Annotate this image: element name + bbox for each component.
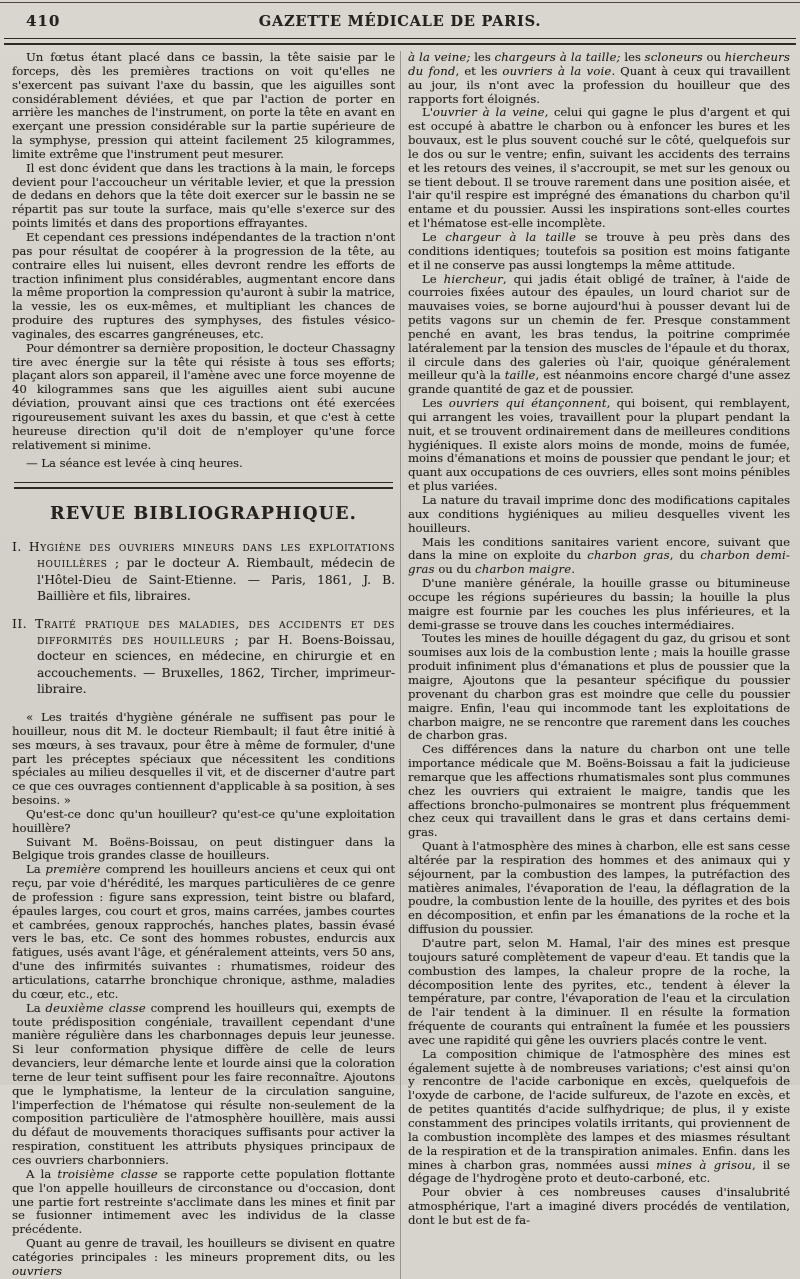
left-column [12, 51, 400, 1279]
left-bottom-paragraphs [12, 711, 395, 1279]
session-closing-note: — La séance est levée à cinq heures. [26, 456, 243, 471]
paragraph: Mais les conditions sanitaires varient encore, suivant que dans la mine on exploite du charbon gras, du charbon demi-gras ou du charbon maigre. [408, 534, 790, 577]
paragraph: Suivant M. Boëns-Boissau, on peut distinguer dans la Belgique trois grandes classe de houilleurs. [12, 834, 395, 863]
bibliography-item-2 [12, 616, 395, 697]
bib-details: par le docteur A. Riembault, médecin de l'Hôtel-Dieu de Saint-Etienne. — Paris, 1861, J. B. Baillière et fils, libraires. [37, 556, 395, 603]
page-header [0, 0, 800, 36]
section-title: REVUE BIBLIOGRAPHIQUE. [50, 504, 357, 525]
right-paragraphs [408, 51, 790, 1228]
paragraph: Pour démontrer sa dernière proposition, le docteur Chassagny tire avec énergie sur la tête qui résiste à tous ses efforts; plaçant alors son appareil, il l'amène avec une force moyenne de 40 kilogrammes sans que les aiguilles aient subi aucune déviation, prouvant ainsi que ces tractions ont été exercées rigoureusement suivant les axes du bassin, et que c'est à cette heureuse direction qu'il doit de n'employer qu'une force relativement si minime. [12, 340, 395, 452]
left-top-paragraphs [12, 51, 395, 452]
paragraph: Quant au genre de travail, les houilleurs se divisent en quatre catégories principales : les mineurs proprement dits, ou les ouvriers [12, 1236, 395, 1278]
paragraph: D'une manière générale, la houille grasse ou bitumineuse occupe les régions supérieures du bassin; la houille la plus maigre est fournie par les couches les plus inférieures, et la demi-grasse se trouve dans les couches intermédiaires. [408, 576, 790, 632]
section-separator-rule [14, 482, 393, 489]
bib-numeral: I. [12, 540, 22, 555]
bib-details: par H. Boens-Boissau, docteur en sciences, en médecine, en chirurgie et en accouchements. — Bruxelles, 1862, Tircher, imprimeur-libraire. [37, 633, 395, 696]
paragraph: Et cependant ces pressions indépendantes de la traction n'ont pas pour résultat de coopérer à la progression de la tête, au contraire elles lui nuisent, elles devront rendre les efforts de traction infiniment plus considérables, augmentant encore dans la même proportion la compression qu'auront à subir la matrice, la vessie, les os eux-mêmes, et multipliant les chances de produire des ruptures des symphyses, des fistules vésico-vaginales, des escarres gangréneuses, etc. [12, 229, 395, 341]
paragraph: Les ouvriers qui étançonnent, qui boisent, qui remblayent, qui arrangent les voies, travaillent pour la plupart pendant la nuit, et se trouvent ordinairement dans de meilleures conditions hygiéniques. Il existe alors moins de monde, moins de fumée, moins d'émanations et moins de poussier que pendant le jour; et quant aux occupations de ces ouvriers, elles sont moins pénibles et plus variées. [408, 396, 791, 494]
paragraph: La nature du travail imprime donc des modifications capitales aux conditions hygiéniques au milieu desquelles vivent les houilleurs. [408, 493, 790, 535]
journal-title: GAZETTE MÉDICALE DE PARIS. [258, 13, 542, 30]
paragraph: La deuxième classe comprend les houilleurs qui, exempts de toute prédisposition congéniale, travaillent cependant d'une manière régulière dans les charbonnages depuis leur jeunesse. Si leur conformation physique diffère de celle de leurs devanciers, leur démarche lente et lourde ainsi que la coloration terne de leur teint suffisent pour les faire reconnaître. Ajoutons que le lymphatisme, la lenteur de la circulation sanguine, l'imperfection de l'hématose qui résulte non-seulement de la composition particulière de l'atmosphère houillère, mais aussi du défaut de mouvements thoraciques suffisants pour activer la respiration, constituent les attributs physiques principaux de ces ouvriers charbonniers. [12, 1000, 395, 1167]
bib-title: Hygiène des ouvriers mineurs dans les exploitations houillères ; [28, 540, 395, 571]
paragraph: La première comprend les houilleurs anciens et ceux qui ont reçu, par voie d'hérédité, les marques particulières de ce genre de profession : figure sans expression, teint bistre ou blafard, épaules larges, cou court et gros, mains carrées, jambes courtes et cambrées, genoux rapprochés, hanches plates, bassin évasé vers le bas, etc. Ce sont des hommes robustes, endurcis aux fatigues, usés avant l'âge, et généralement atteints, vers 50 ans, d'une des infirmités suivantes : rhumatismes, roideur des articulations, catarrhe bronchique chronique, asthme, maladies du cœur, etc., etc. [12, 862, 395, 1001]
bibliography-item-1 [12, 539, 395, 604]
header-rule [4, 38, 796, 45]
bib-numeral: II. [12, 616, 28, 631]
paragraph: Un fœtus étant placé dans ce bassin, la tête saisie par le forceps, dès les premières tractions on voit qu'elles ne s'exercent pas suivant l'axe du bassin, que les aiguilles sont considérablement déviées, et que par l'action de porter en arrière les manches de l'instrument, on porte la tête en avant en exerçant une pression considérable sur la partie supérieure de la symphyse, pression qui atteint facilement 25 kilogrammes, limite extrême que l'instrument peut mesurer. [12, 50, 395, 161]
paragraph: Le chargeur à la taille se trouve à peu près dans des conditions identiques; toutefois sa position est moins fatigante et il ne conserve pas aussi longtemps la même attitude. [408, 229, 790, 272]
paragraph: Pour obvier à ces nombreuses causes d'insalubrité atmosphérique, l'art a imaginé divers procédés de ventilation, dont le but est de fa- [408, 1185, 790, 1227]
paragraph: L'ouvrier à la veine, celui qui gagne le plus d'argent et qui est occupé à abattre le charbon ou à enfoncer les bures et les bouvaux, est le plus souvent couché sur le côté, quelquefois sur le dos ou sur le ventre; enfin, suivant les accidents des terrains et les retours des veines, il s'accroupit, se met sur les genoux ou se tient debout. Il se trouve rarement dans une position aisée, et l'air qu'il respire est imprégné des émanations du charbon qu'il entame et du poussier. Aussi les inspirations sont-elles courtes et l'hématose est-elle incomplète. [408, 105, 790, 231]
paragraph: D'autre part, selon M. Hamal, l'air des mines est presque toujours saturé complètement de vapeur d'eau. Et tandis que la combustion des lampes, la chaleur propre de la roche, la décomposition lente des pyrites, etc., tendent à élever la température, par contre, l'évaporation de l'eau et la circulation de l'air tendent à la diminuer. Il en résulte la formation fréquente de courants qui entraînent la fumée et les poussiers avec une rapidité qui gêne les ouvriers placés contre le vent. [408, 936, 790, 1047]
paragraph: Ces différences dans la nature du charbon ont une telle importance médicale que M. Boëns-Boissau a fait la judicieuse remarque que les affections rhumatismales sont plus communes chez les ouvriers qui extraient le maigre, tandis que les affections broncho-pulmonaires se montrent plus fréquemment chez ceux qui travaillent dans le gras et dans certains demi-gras. [408, 742, 790, 840]
page-number: 410 [26, 12, 61, 30]
right-column [400, 51, 790, 1279]
paragraph: « Les traités d'hygiène générale ne suffisent pas pour le houilleur, nous dit M. le docteur Riembault; il faut être initié à ses mœurs, à ses travaux, pour être à même de formuler, d'une part les préceptes spéciaux que nécessitent les conditions spéciales au milieu desquelles il vit, et de discerner d'autre part ce que ces ouvrages contiennent d'applicable à sa position, à ses besoins. » [12, 709, 395, 808]
paragraph: A la troisième classe se rapporte cette population flottante que l'on appelle houilleurs de circonstance ou d'occasion, dont une partie fort restreinte s'acclimate dans les mines et finit par se fusionner intimement avec les individus de la classe précédente. [12, 1166, 396, 1237]
paragraph: Qu'est-ce donc qu'un houilleur? qu'est-ce qu'une exploitation houillère? [12, 806, 395, 835]
paragraph: à la veine; les chargeurs à la taille; les scloneurs ou hiercheurs du fond, et les ouvriers à la voie. Quant à ceux qui travaillent au jour, ils n'ont avec la profession du houilleur que des rapports fort éloignés. [408, 50, 790, 106]
paragraph: Il est donc évident que dans les tractions à la main, le forceps devient pour l'accoucheur un véritable levier, et que la pression de dedans en dehors que la tête doit exercer sur le bassin ne se répartit pas sur toute la surface, mais qu'elle s'exerce sur des points limités et dans des proportions effrayantes. [12, 160, 395, 231]
paragraph: La composition chimique de l'atmosphère des mines est également sujette à de nombreuses variations; c'est ainsi qu'on y rencontre de l'acide carbonique en excès, quelquefois de l'oxyde de carbone, de l'acide sulfureux, de l'azote en excès, et de petites quantités d'acide sulfhydrique; de plus, il y existe constamment des principes volatils irritants, qui proviennent de la combustion incomplète des lampes et des miasmes résultant de la respiration et de la transpiration animales. Enfin. dans les mines à charbon gras, nommées aussi mines à grisou, il se dégage de l'hydrogène proto et deuto-carboné, etc. [408, 1046, 790, 1186]
paragraph: Quant à l'atmosphère des mines à charbon, elle est sans cesse altérée par la respiration des hommes et des animaux qui y séjournent, par la combustion des lampes, la putréfaction des matières animales, l'évaporation de l'eau, la déflagration de la poudre, la combustion lente de la houille, des pyrites et des bois en décomposition, et enfin par les émanations de la roche et la diffusion du poussier. [408, 839, 790, 937]
paragraph: Toutes les mines de houille dégagent du gaz, du grisou et sont soumises aux lois de la combustion lente ; mais la houille grasse produit infiniment plus d'émanations et plus de poussier que la maigre, Ajoutons que la pesanteur spécifique du poussier provenant du charbon gras est moindre que celle du poussier maigre. Enfin, l'eau qui incommode tant les exploitations de charbon maigre, ne se rencontre que rarement dans les couches de charbon gras. [408, 631, 790, 743]
bib-title: Traité pratique des maladies, des accidents et des difformités des houilleurs ; [35, 616, 395, 648]
article-columns [0, 45, 800, 1279]
paragraph: Le hiercheur, qui jadis était obligé de traîner, à l'aide de courroies fixées autour des épaules, un lourd chariot sur de mauvaises voies, se borne aujourd'hui à pousser devant lui de petits vagons sur un chemin de fer. Presque constamment penché en avant, les bras tendus, la poitrine comprimée latéralement par la tension des muscles de l'épaule et du thorax, il circule dans des galeries où l'air, quoique généralement meilleur qu'à la taille, est néanmoins encore chargé d'une assez grande quantité de gaz et de poussier. [408, 271, 790, 397]
